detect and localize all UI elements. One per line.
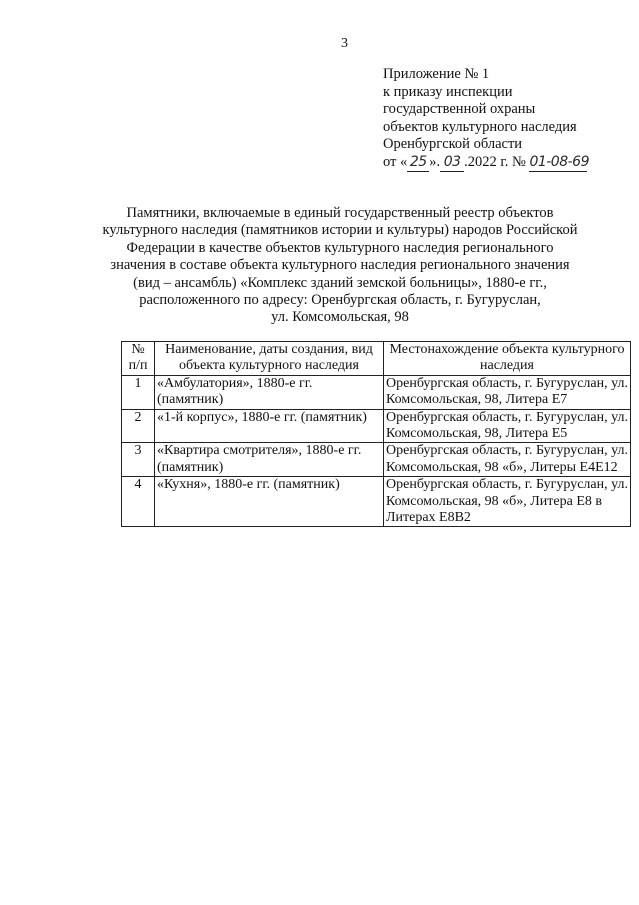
header-name: Наименование, даты создания, вид объекта культурного наследия	[155, 342, 384, 376]
table-header-row	[122, 342, 631, 376]
handwritten-day: 25	[407, 154, 429, 173]
row-name: «Кухня», 1880-е гг. (памятник)	[155, 477, 384, 527]
date-year: .2022 г. №	[464, 153, 526, 170]
row-num: 1	[122, 375, 155, 409]
appendix-order-line: к приказу инспекции	[383, 83, 513, 100]
title-line: (вид – ансамбль) «Комплекс зданий земской больницы», 1880-е гг.,	[133, 274, 547, 291]
handwritten-month: 03	[440, 154, 464, 173]
appendix-date-line	[383, 154, 623, 173]
row-location: Оренбургская область, г. Бугуруслан, ул. Комсомольская, 98, Литера Е7	[384, 375, 631, 409]
title-line: Памятники, включаемые в единый государственный реестр объектов	[126, 205, 554, 221]
row-num: 4	[122, 477, 155, 527]
title-line: Федерации в качестве объектов культурного наследия регионального	[126, 239, 554, 256]
row-location: Оренбургская область, г. Бугуруслан, ул. Комсомольская, 98 «б», Литеры Е4Е12	[384, 443, 631, 477]
row-num: 3	[122, 443, 155, 477]
row-location: Оренбургская область, г. Бугуруслан, ул. Комсомольская, 98, Литера Е5	[384, 409, 631, 443]
table-row	[122, 443, 631, 477]
row-name: «Амбулатория», 1880-е гг. (памятник)	[155, 375, 384, 409]
handwritten-order-number: 01-08-69	[529, 154, 587, 173]
page-number: 3	[341, 36, 348, 51]
table-row	[122, 375, 631, 409]
appendix-title: Приложение № 1	[383, 66, 490, 82]
title-line: значения в составе объекта культурного наследия регионального значения	[110, 257, 570, 274]
row-name: «Квартира смотрителя», 1880-е гг. (памятник)	[155, 443, 384, 477]
title-line: расположенного по адресу: Оренбургская область, г. Бугуруслан,	[139, 292, 541, 309]
row-name: «1-й корпус», 1880-е гг. (памятник)	[155, 409, 384, 443]
title-line: ул. Комсомольская, 98	[271, 309, 409, 326]
document-title	[90, 205, 590, 327]
table-row	[122, 409, 631, 443]
appendix-heritage-line: объектов культурного наследия	[383, 118, 577, 135]
appendix-block	[383, 66, 623, 172]
row-location: Оренбургская область, г. Бугуруслан, ул. Комсомольская, 98 «б», Литера Е8 в Литерах Е8В2	[384, 477, 631, 527]
date-separator: ».	[429, 153, 441, 170]
table-row	[122, 477, 631, 527]
appendix-region-line: Оренбургской области	[383, 136, 523, 152]
appendix-inspection-line: государственной охраны	[383, 101, 536, 117]
header-location: Местонахождение объекта культурного наследия	[384, 342, 631, 376]
header-num: № п/п	[122, 342, 155, 376]
title-line: культурного наследия (памятников истории и культуры) народов Российской	[102, 222, 578, 239]
monuments-table	[121, 341, 631, 527]
row-num: 2	[122, 409, 155, 443]
date-prefix: от «	[383, 153, 408, 170]
